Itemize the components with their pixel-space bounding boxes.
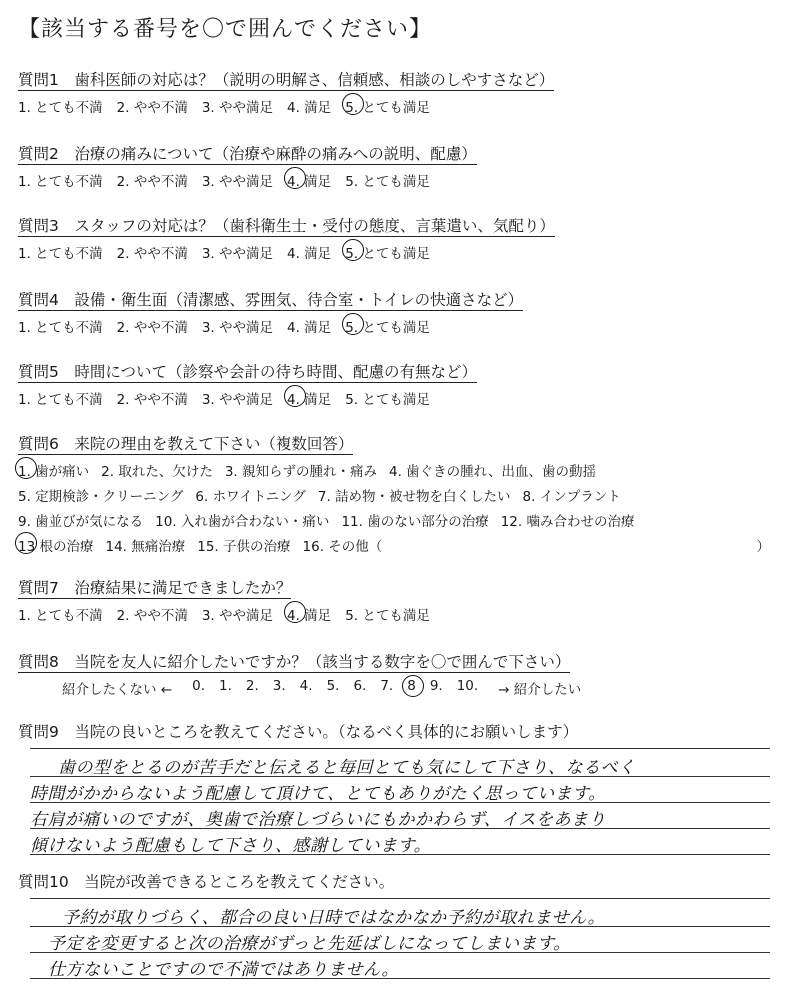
question-1 <box>18 68 554 90</box>
q9-answer-line-3: 右肩が痛いのですが、奥歯で治療しづらいにもかかわらず、イスをあまり <box>30 810 606 830</box>
q8-scale-9[interactable]: 9. <box>429 678 443 694</box>
q1-option-4[interactable]: 4. 満足 <box>287 100 332 116</box>
q10-answer-line-1: 予約が取りづらく、都合の良い日時ではなかなか予約が取れません。 <box>62 908 606 928</box>
question-6 <box>18 432 353 454</box>
question-10 <box>18 870 394 892</box>
q3-option-5-selected[interactable]: 5. とても満足 <box>345 242 430 262</box>
q5-option-2[interactable]: 2. やや不満 <box>116 392 188 408</box>
q9-answer-line-4: 傾けないよう配慮もして下さり、感謝しています。 <box>30 836 432 856</box>
q1-option-1[interactable]: 1. とても不満 <box>18 100 103 116</box>
q1-option-5-selected[interactable]: 5. とても満足 <box>345 96 430 116</box>
q1-option-2[interactable]: 2. やや不満 <box>116 100 188 116</box>
q8-scale-4[interactable]: 4. <box>299 678 313 694</box>
question-6-text: 質問6 来院の理由を教えて下さい（複数回答） <box>18 435 354 453</box>
q8-scale-5[interactable]: 5. <box>326 678 340 694</box>
question-4-options <box>18 316 444 336</box>
question-1-options <box>18 96 444 116</box>
question-7 <box>18 576 291 598</box>
question-1-text: 質問1 歯科医師の対応は？（説明の明解さ、信頼感、相談のしやすさなど） <box>18 71 555 89</box>
q6-reasons-row-4 <box>18 535 778 555</box>
q8-scale-1[interactable]: 1. <box>219 678 232 694</box>
q5-option-5[interactable]: 5. とても満足 <box>345 392 430 408</box>
question-5-options <box>18 388 444 408</box>
q7-option-1[interactable]: 1. とても不満 <box>18 608 103 624</box>
question-5-text: 質問5 時間について（診察や会計の待ち時間、配慮の有無など） <box>18 363 478 381</box>
q8-right-label: → 紹介したい <box>498 682 582 698</box>
q10-answer-line-2: 予定を変更すると次の治療がずっと先延ばしになってしまいます。 <box>48 934 571 954</box>
question-9-text: 質問9 当院の良いところを教えてください。（なるべく具体的にお願いします） <box>18 723 579 741</box>
q9-answer-line-1: 歯の型をとるのが苦手だと伝えると毎回とても気にして下さり、なるべく <box>58 758 636 778</box>
q8-scale-7[interactable]: 7. <box>380 678 394 694</box>
question-2-options <box>18 170 444 190</box>
question-2 <box>18 142 477 164</box>
question-3-options <box>18 242 444 262</box>
q2-option-1[interactable]: 1. とても不満 <box>18 174 103 190</box>
question-2-text: 質問2 治療の痛みについて（治療や麻酔の痛みへの説明、配慮） <box>18 145 477 163</box>
q9-rule-line <box>30 748 770 749</box>
q7-option-5[interactable]: 5. とても満足 <box>345 608 430 624</box>
q7-option-2[interactable]: 2. やや不満 <box>116 608 188 624</box>
q2-option-4-selected[interactable]: 4. 満足 <box>287 170 331 190</box>
q4-option-5-selected[interactable]: 5. とても満足 <box>345 316 430 336</box>
q6-reason-7[interactable]: 7. 詰め物・被せ物を白くしたい <box>317 489 511 505</box>
q6-reason-16[interactable]: 16. その他（ <box>302 539 383 555</box>
q3-option-3[interactable]: 3. やや満足 <box>201 246 274 262</box>
question-8 <box>18 650 570 672</box>
question-7-text: 質問7 治療結果に満足できましたか？ <box>18 579 292 597</box>
q6-reason-5[interactable]: 5. 定期検診・クリーニング <box>18 489 184 505</box>
q8-scale-6[interactable]: 6. <box>353 678 367 694</box>
q6-reason-1-selected[interactable]: 1. 歯が痛い <box>18 460 89 480</box>
q6-reason-3[interactable]: 3. 親知らずの腫れ・痛み <box>224 464 378 480</box>
q5-option-3[interactable]: 3. やや満足 <box>201 392 274 408</box>
q8-scale-2[interactable]: 2. <box>245 678 259 694</box>
q9-answer-line-2: 時間がかからないよう配慮して頂けて、とてもありがたく思っています。 <box>30 784 606 804</box>
q8-scale-3[interactable]: 3. <box>272 678 286 694</box>
q5-option-4-selected[interactable]: 4. 満足 <box>287 388 331 408</box>
q7-option-3[interactable]: 3. やや満足 <box>201 608 274 624</box>
q8-scale <box>62 678 595 698</box>
q5-option-1[interactable]: 1. とても不満 <box>18 392 103 408</box>
q1-option-3[interactable]: 3. やや満足 <box>201 100 274 116</box>
q8-scale-10[interactable]: 10. <box>456 678 479 694</box>
q6-reason-6[interactable]: 6. ホワイトニング <box>195 489 306 505</box>
q8-scale-8-selected[interactable]: 8 <box>407 678 416 698</box>
q3-option-2[interactable]: 2. やや不満 <box>116 246 188 262</box>
q10-answer-line-3: 仕方ないことですので不満ではありません。 <box>48 960 400 980</box>
q2-option-2[interactable]: 2. やや不満 <box>116 174 188 190</box>
question-3-text: 質問3 スタッフの対応は？（歯科衛生士・受付の態度、言葉遣い、気配り） <box>18 217 555 235</box>
q3-option-4[interactable]: 4. 満足 <box>287 246 332 262</box>
q6-reason-4[interactable]: 4. 歯ぐきの腫れ、出血、歯の動揺 <box>389 464 596 480</box>
q6-reason-11[interactable]: 11. 歯のない部分の治療 <box>341 514 489 530</box>
q6-reason-2[interactable]: 2. 取れた、欠けた <box>101 464 213 480</box>
q2-option-5[interactable]: 5. とても満足 <box>345 174 430 190</box>
q10-rule-line <box>30 898 770 899</box>
question-4-text: 質問4 設備・衛生面（清潔感、雰囲気、待合室・トイレの快適さなど） <box>18 291 524 309</box>
q6-reason-8[interactable]: 8. インプラント <box>522 489 621 505</box>
q7-option-4-selected[interactable]: 4. 満足 <box>287 604 331 624</box>
q8-scale-0[interactable]: 0. <box>192 678 205 694</box>
q6-reasons-row-1 <box>18 460 608 480</box>
question-4 <box>18 288 523 310</box>
q3-option-1[interactable]: 1. とても不満 <box>18 246 103 262</box>
q4-option-1[interactable]: 1. とても不満 <box>18 320 103 336</box>
q6-reason-10[interactable]: 10. 入れ歯が合わない・痛い <box>155 514 330 530</box>
question-8-text: 質問8 当院を友人に紹介したいですか？（該当する数字を〇で囲んで下さい） <box>18 653 571 671</box>
q6-reason-15[interactable]: 15. 子供の治療 <box>197 539 291 555</box>
q6-reasons-row-2 <box>18 485 633 505</box>
page-title: 【該当する番号を〇で囲んでください】 <box>18 17 433 42</box>
question-7-options <box>18 604 444 624</box>
q8-left-label: 紹介したくない ← <box>62 682 173 698</box>
q6-other-close-paren: ） <box>756 539 770 555</box>
q6-reason-14[interactable]: 14. 無痛治療 <box>105 539 186 555</box>
q6-reason-13-selected[interactable]: 13 根の治療 <box>18 535 93 555</box>
q2-option-3[interactable]: 3. やや満足 <box>201 174 274 190</box>
question-3 <box>18 214 555 236</box>
question-10-text: 質問10 当院が改善できるところを教えてください。 <box>18 873 395 891</box>
q6-reasons-row-3 <box>18 510 646 530</box>
q6-reason-12[interactable]: 12. 噛み合わせの治療 <box>500 514 635 530</box>
q4-option-2[interactable]: 2. やや不満 <box>116 320 188 336</box>
q4-option-4[interactable]: 4. 満足 <box>287 320 332 336</box>
q6-reason-9[interactable]: 9. 歯並びが気になる <box>18 514 144 530</box>
question-9 <box>18 720 578 742</box>
question-5 <box>18 360 477 382</box>
q4-option-3[interactable]: 3. やや満足 <box>201 320 274 336</box>
